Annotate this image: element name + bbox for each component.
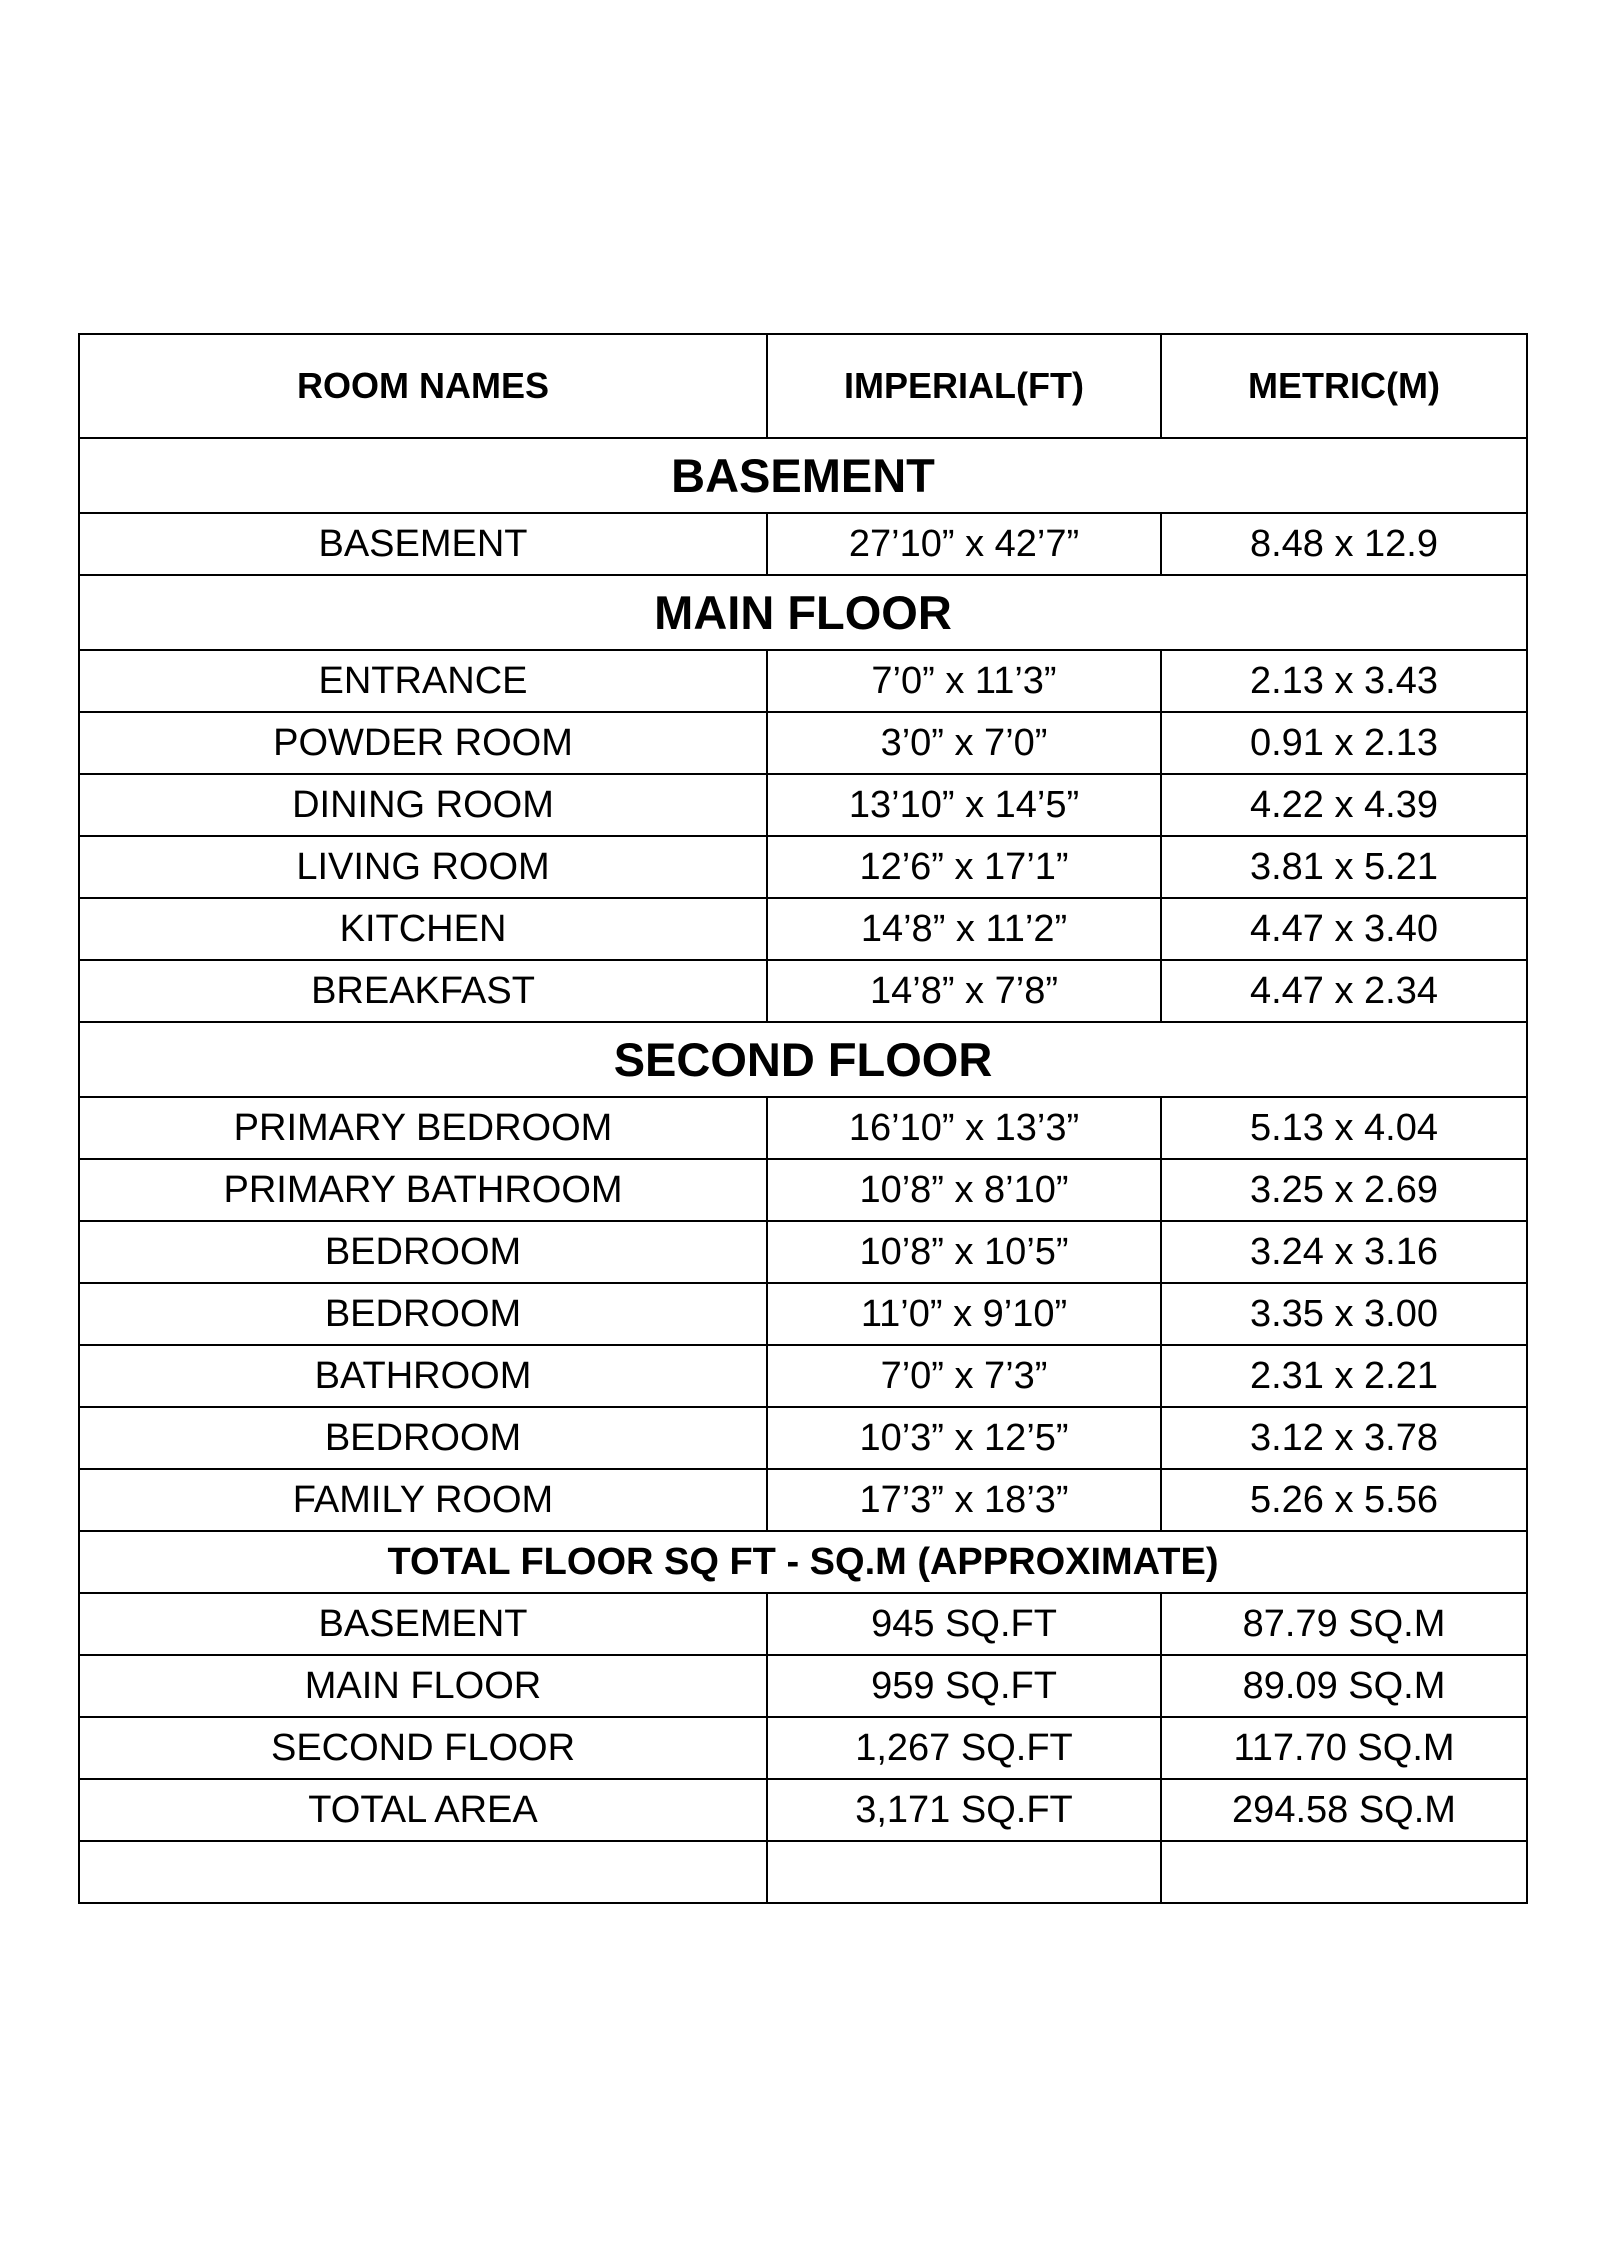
header-room-names: ROOM NAMES xyxy=(79,334,767,438)
table-row xyxy=(79,774,1527,836)
room-metric: 3.12 x 3.78 xyxy=(1161,1407,1527,1469)
table-row xyxy=(79,1469,1527,1531)
room-name: DINING ROOM xyxy=(79,774,767,836)
section-heading-row xyxy=(79,1022,1527,1097)
room-imperial: 27’10” x 42’7” xyxy=(767,513,1161,575)
section-title-basement: BASEMENT xyxy=(79,438,1527,513)
room-name: KITCHEN xyxy=(79,898,767,960)
total-imperial: 945 SQ.FT xyxy=(767,1593,1161,1655)
room-metric: 4.47 x 3.40 xyxy=(1161,898,1527,960)
table-row xyxy=(79,898,1527,960)
room-metric: 4.22 x 4.39 xyxy=(1161,774,1527,836)
section-heading-row xyxy=(79,1531,1527,1593)
room-imperial: 17’3” x 18’3” xyxy=(767,1469,1161,1531)
room-name: BEDROOM xyxy=(79,1407,767,1469)
room-metric: 5.26 x 5.56 xyxy=(1161,1469,1527,1531)
section-heading-row xyxy=(79,575,1527,650)
room-name: LIVING ROOM xyxy=(79,836,767,898)
table-row xyxy=(79,836,1527,898)
total-imperial: 1,267 SQ.FT xyxy=(767,1717,1161,1779)
room-metric: 2.31 x 2.21 xyxy=(1161,1345,1527,1407)
table-row xyxy=(79,513,1527,575)
total-name: MAIN FLOOR xyxy=(79,1655,767,1717)
room-imperial: 10’8” x 10’5” xyxy=(767,1221,1161,1283)
room-metric: 2.13 x 3.43 xyxy=(1161,650,1527,712)
empty-row xyxy=(79,1841,1527,1903)
room-imperial: 10’8” x 8’10” xyxy=(767,1159,1161,1221)
room-metric: 3.35 x 3.00 xyxy=(1161,1283,1527,1345)
room-metric: 4.47 x 2.34 xyxy=(1161,960,1527,1022)
total-name: SECOND FLOOR xyxy=(79,1717,767,1779)
room-imperial: 11’0” x 9’10” xyxy=(767,1283,1161,1345)
room-metric: 3.24 x 3.16 xyxy=(1161,1221,1527,1283)
room-name: ENTRANCE xyxy=(79,650,767,712)
section-heading-row xyxy=(79,438,1527,513)
table-row xyxy=(79,712,1527,774)
room-imperial: 14’8” x 7’8” xyxy=(767,960,1161,1022)
room-metric: 8.48 x 12.9 xyxy=(1161,513,1527,575)
table-row xyxy=(79,1221,1527,1283)
room-imperial: 7’0” x 7’3” xyxy=(767,1345,1161,1407)
table-row xyxy=(79,1283,1527,1345)
header-imperial: IMPERIAL(FT) xyxy=(767,334,1161,438)
section-title-totals: TOTAL FLOOR SQ FT - SQ.M (APPROXIMATE) xyxy=(79,1531,1527,1593)
table-row xyxy=(79,960,1527,1022)
table-row xyxy=(79,1407,1527,1469)
empty-cell xyxy=(79,1841,767,1903)
total-metric: 89.09 SQ.M xyxy=(1161,1655,1527,1717)
room-metric: 3.25 x 2.69 xyxy=(1161,1159,1527,1221)
room-name: BASEMENT xyxy=(79,513,767,575)
room-metric: 0.91 x 2.13 xyxy=(1161,712,1527,774)
room-name: PRIMARY BEDROOM xyxy=(79,1097,767,1159)
room-metric: 5.13 x 4.04 xyxy=(1161,1097,1527,1159)
total-metric: 117.70 SQ.M xyxy=(1161,1717,1527,1779)
table-header-row xyxy=(79,334,1527,438)
table-row xyxy=(79,1779,1527,1841)
header-metric: METRIC(M) xyxy=(1161,334,1527,438)
room-imperial: 7’0” x 11’3” xyxy=(767,650,1161,712)
table-row xyxy=(79,1159,1527,1221)
table-row xyxy=(79,650,1527,712)
total-metric: 294.58 SQ.M xyxy=(1161,1779,1527,1841)
room-name: FAMILY ROOM xyxy=(79,1469,767,1531)
room-imperial: 16’10” x 13’3” xyxy=(767,1097,1161,1159)
total-imperial: 3,171 SQ.FT xyxy=(767,1779,1161,1841)
room-name: BATHROOM xyxy=(79,1345,767,1407)
table-row xyxy=(79,1345,1527,1407)
total-metric: 87.79 SQ.M xyxy=(1161,1593,1527,1655)
room-imperial: 14’8” x 11’2” xyxy=(767,898,1161,960)
total-name: TOTAL AREA xyxy=(79,1779,767,1841)
table-row xyxy=(79,1717,1527,1779)
total-name: BASEMENT xyxy=(79,1593,767,1655)
room-imperial: 10’3” x 12’5” xyxy=(767,1407,1161,1469)
table-row xyxy=(79,1593,1527,1655)
table-row xyxy=(79,1655,1527,1717)
empty-cell xyxy=(1161,1841,1527,1903)
room-name: BREAKFAST xyxy=(79,960,767,1022)
room-name: BEDROOM xyxy=(79,1283,767,1345)
room-imperial: 12’6” x 17’1” xyxy=(767,836,1161,898)
empty-cell xyxy=(767,1841,1161,1903)
room-name: BEDROOM xyxy=(79,1221,767,1283)
section-title-main-floor: MAIN FLOOR xyxy=(79,575,1527,650)
room-imperial: 3’0” x 7’0” xyxy=(767,712,1161,774)
room-name: POWDER ROOM xyxy=(79,712,767,774)
section-title-second-floor: SECOND FLOOR xyxy=(79,1022,1527,1097)
total-imperial: 959 SQ.FT xyxy=(767,1655,1161,1717)
room-dimensions-table xyxy=(78,333,1528,1904)
table-row xyxy=(79,1097,1527,1159)
room-metric: 3.81 x 5.21 xyxy=(1161,836,1527,898)
room-imperial: 13’10” x 14’5” xyxy=(767,774,1161,836)
room-name: PRIMARY BATHROOM xyxy=(79,1159,767,1221)
